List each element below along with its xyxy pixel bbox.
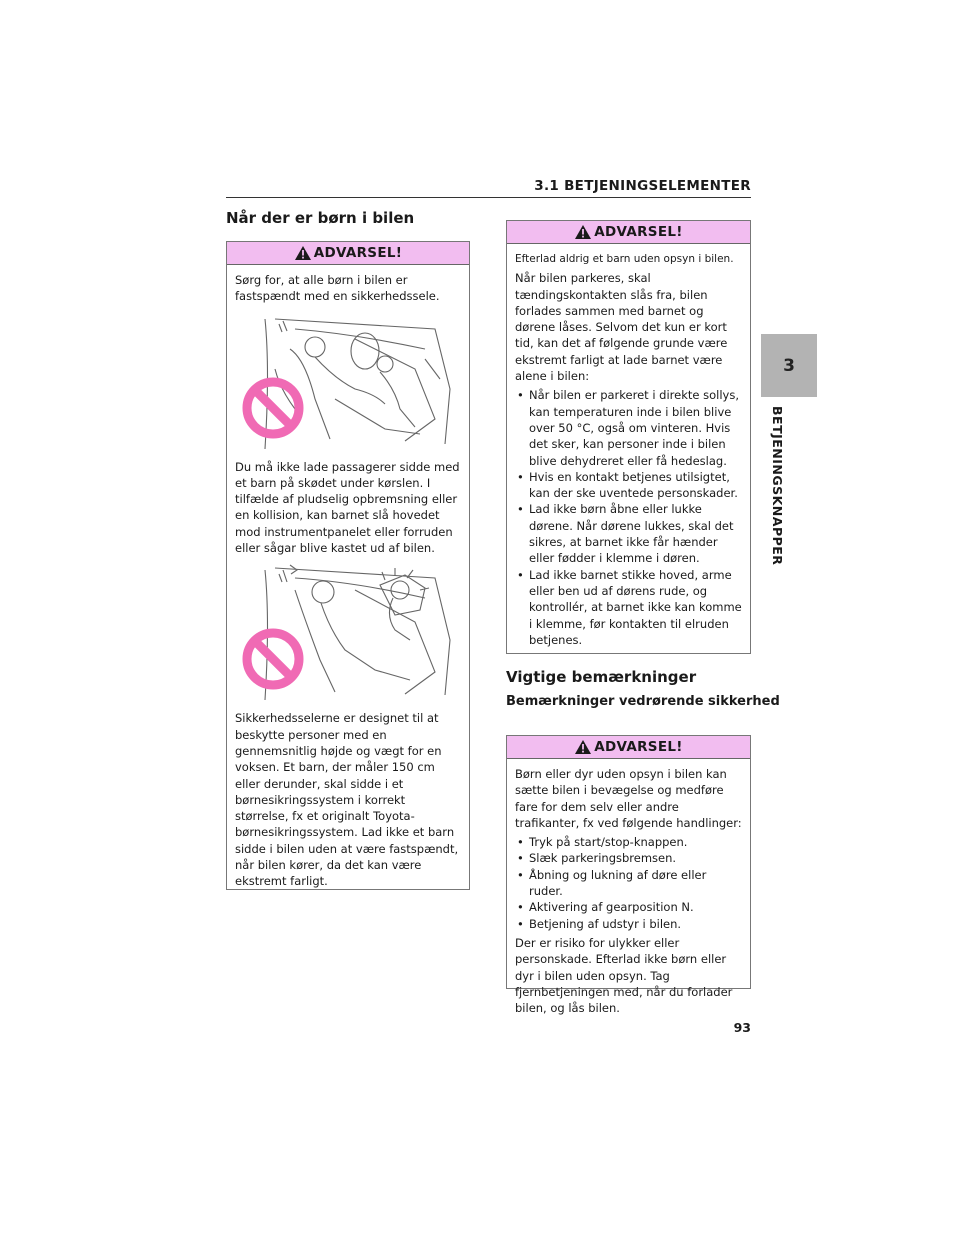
list-item: • Slæk parkeringsbremsen. [515,850,742,866]
section-header: 3.1 BETJENINGSELEMENTER [534,178,751,194]
warning-text: Sørg for, at alle børn i bilen er fastspændt med en sikkerhedssele. [235,273,440,304]
warning-header [227,242,469,265]
warning-text: Børn eller dyr uden opsyn i bilen kan sætte bilen i bevægelse og medføre fare for dem selv eller andre trafikanter, fx ved følgende handlinger: [515,767,742,830]
section-title-notes: Vigtige bemærkninger [506,668,697,686]
warning-label: ADVARSEL! [594,224,683,240]
list-item: • Tryk på start/stop-knappen. [515,834,742,850]
warning-text: Sikkerhedsselerne er designet til at beskytte personer med en gennemsnitlig højde og vægt for en voksen. Et barn, der måler 150 cm eller derunder, skal sidde i et børnesikringssystem i korrekt størrelse, fx et originalt Toyota-børnesikringssystem. Lad ikke et barn sidde i bilen uden at være fastspændt, når bilen kører, da det kan være ekstremt farligt. [235,711,459,889]
illustration-child-on-lap [235,309,461,451]
list-item: • Lad ikke barnet stikke hoved, arme eller ben ud af dørens rude, og kontrollér, at barnet ikke kan komme i klemme, før kontakten til elruden betjenes. [515,567,742,648]
warning-header [507,736,750,759]
page-number: 93 [733,1020,751,1035]
warning-triangle-icon [574,224,592,240]
warning-intro: Efterlad aldrig et barn uden opsyn i bilen. [515,253,734,265]
warning-box-pets [506,735,751,1016]
warning-label: ADVARSEL! [594,739,683,755]
list-item: • Når bilen er parkeret i direkte sollys, kan temperaturen inde i bilen blive over 50 °C, også om vinteren. Hvis det sker, kan personer inde i bilen blive dehydreret eller få hedeslag. [515,387,742,468]
warning-text: Der er risiko for ulykker eller personskade. Efterlad ikke børn eller dyr i bilen uden opsyn. Tag fjernbetjeningen med, når du forlader bilen, og lås bilen. [515,935,733,1016]
warning-list [515,387,742,648]
warning-label: ADVARSEL! [313,245,403,261]
header-divider [226,197,751,198]
list-item: • Aktivering af gearposition N. [515,899,742,915]
prohibition-icon [247,382,299,434]
list-item: • Betjening af udstyr i bilen. [515,916,742,932]
warning-box-unattended [506,220,751,654]
warning-header [507,221,750,244]
list-item: • Åbning og lukning af døre eller ruder. [515,867,742,900]
subsection-title-safety: Bemærkninger vedrørende sikkerhed [506,694,780,709]
warning-list [515,834,742,932]
illustration-airbag-child [235,560,461,702]
warning-text: Du må ikke lade passagerer sidde med et barn på skødet under kørslen. I tilfælde af pludselig opbremsning eller en kollision, kan barnet slå hovedet mod instrumentpanelet eller forruden eller sågar blive kastet ud af bilen. [235,459,460,556]
warning-triangle-icon [574,739,592,755]
warning-triangle-icon [294,245,312,261]
chapter-tab[interactable]: 3 [761,334,817,397]
chapter-label: BETJENINGSKNAPPER [770,406,785,566]
section-title-children: Når der er børn i bilen [226,209,415,227]
prohibition-icon [247,633,299,685]
warning-box-children [226,241,470,890]
warning-text: Når bilen parkeres, skal tændingskontakten slås fra, bilen forlades sammen med barnet og dørene låses. Selvom det kun er kort tid, kan det af følgende grunde være ekstremt farligt at lade barnet være alene i bilen: [515,271,728,384]
list-item: • Lad ikke børn åbne eller lukke dørene. Når dørene lukkes, skal det sikres, at barnet ikke får hænder eller fødder i klemme i døren. [515,501,742,566]
list-item: • Hvis en kontakt betjenes utilsigtet, kan der ske uventede personskader. [515,469,742,502]
